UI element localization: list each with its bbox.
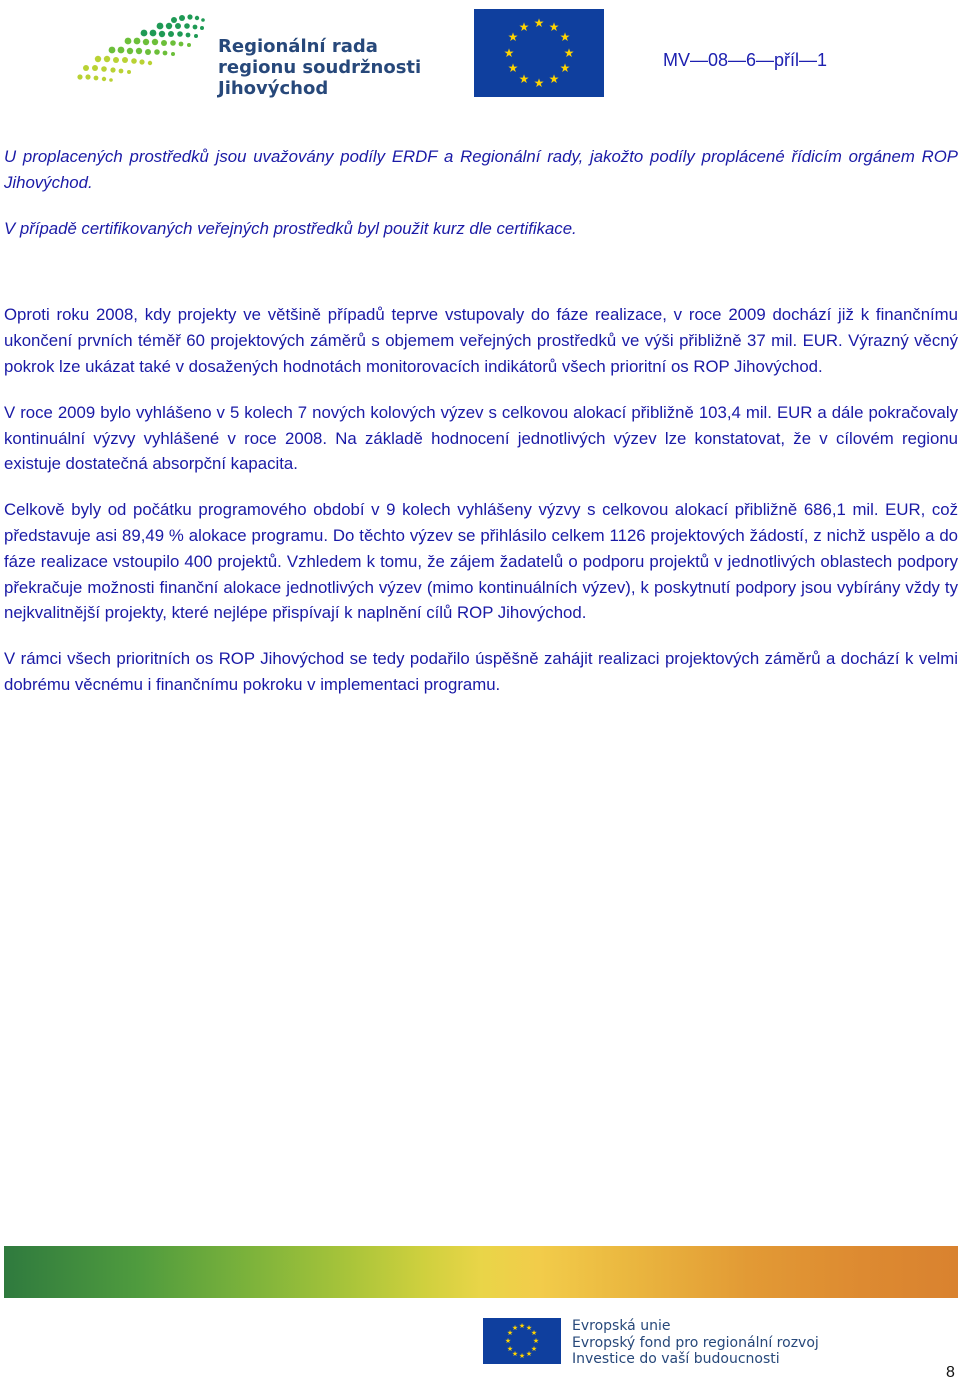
svg-text:★: ★ <box>518 72 530 86</box>
svg-text:★: ★ <box>533 16 545 30</box>
svg-text:★: ★ <box>563 46 575 60</box>
paragraph-erdf-note: U proplacených prostředků jsou uvažovány podíly ERDF a Regionální rady, jakožto podíly proplácené řídicím orgánem ROP Jihovýchod. <box>4 147 958 192</box>
logo-dots-graphic <box>76 12 216 92</box>
eu-caption-line-1: Evropská unie <box>572 1318 671 1334</box>
paragraph-conclusion: V rámci všech prioritních os ROP Jihovýchod se tedy podařilo úspěšně zahájit realizaci projektových záměrů a dochází k velmi dobrému věcnému i finančnímu pokroku v implementaci programu. <box>4 649 958 694</box>
paragraph-calls-2009: V roce 2009 bylo vyhlášeno v 5 kolech 7 nových kolových výzev s celkovou alokací přibližně 103,4 mil. EUR a dále pokračovaly kontinuální výzvy vyhlášené v roce 2008. Na základě hodnocení jednotlivých výzev lze konstatovat, že v cílovém regionu existuje dostatečná absorpční kapacita. <box>4 402 958 474</box>
svg-text:★: ★ <box>506 1345 514 1353</box>
logo-wordmark <box>218 36 421 99</box>
page-number: 8 <box>946 1364 955 1381</box>
paragraph-progress-2009: Oproti roku 2008, kdy projekty ve většině případů teprve vstupovaly do fáze realizace, v roce 2009 dochází již k finančnímu ukončení prvních téměř 60 projektových záměrů s objemem veřejných prostředků ve výši přibližně 37 mil. EUR. Výrazný věcný pokrok lze ukázat také v dosažených hodnotách monitorovacích indikátorů všech prioritní os ROP Jihovýchod. <box>4 305 958 376</box>
svg-text:★: ★ <box>559 61 571 75</box>
eu-caption-line-3: Investice do vaší budoucnosti <box>572 1351 780 1367</box>
svg-text:★: ★ <box>507 30 519 44</box>
svg-text:★: ★ <box>511 1324 519 1332</box>
regional-council-logo <box>76 8 422 104</box>
eu-fund-caption <box>572 1318 819 1368</box>
paragraph-certification-note: V případě certifikovaných veřejných prostředků byl použit kurz dle certifikace. <box>4 218 577 238</box>
logo-line-3: Jihovýchod <box>218 78 329 99</box>
eu-caption-line-2: Evropský fond pro regionální rozvoj <box>572 1334 819 1351</box>
svg-text:★: ★ <box>548 72 560 86</box>
logo-line-1: Regionální rada <box>218 36 378 57</box>
svg-text:★: ★ <box>525 1350 533 1358</box>
eu-flag-footer-icon <box>483 1318 561 1364</box>
svg-text:★: ★ <box>548 20 560 34</box>
svg-text:★: ★ <box>530 1329 538 1337</box>
svg-text:★: ★ <box>530 1345 538 1353</box>
svg-text:★: ★ <box>518 1322 526 1330</box>
svg-text:★: ★ <box>533 76 545 90</box>
svg-text:★: ★ <box>532 1337 540 1345</box>
svg-text:★: ★ <box>507 61 519 75</box>
logo-line-2: regionu soudržnosti <box>218 57 422 78</box>
svg-text:★: ★ <box>518 20 530 34</box>
svg-text:★: ★ <box>511 1350 519 1358</box>
paragraph-overall-calls: Celkově byly od počátku programového období v 9 kolech vyhlášeny výzvy s celkovou alokací přibližně 686,1 mil. EUR, což představuje asi 89,49 % alokace programu. Do těchto výzev se přihlásilo celkem 1126 projektových žádostí, z nichž uspělo a do fáze realizace vstoupilo 400 projektů. Vzhledem k tomu, že zájem žadatelů o podporu projektů v jednotlivých oblastech podpory překračuje možnosti finanční alokace jednotlivých výzev (mimo kontinuálních výzev), k poskytnutí podpory jsou vybírány vždy ty nejkvalitnější projekty, které nejlépe přispívají k naplnění cílů ROP Jihovýchod. <box>4 500 958 623</box>
footer-color-band <box>4 1246 958 1298</box>
svg-text:★: ★ <box>506 1329 514 1337</box>
svg-text:★: ★ <box>525 1324 533 1332</box>
svg-text:★: ★ <box>503 46 515 60</box>
svg-text:★: ★ <box>504 1337 512 1345</box>
eu-flag-icon <box>474 9 604 97</box>
svg-text:★: ★ <box>559 30 571 44</box>
svg-text:★: ★ <box>518 1352 526 1360</box>
document-body <box>4 144 958 698</box>
document-reference: MV—08—6—příl—1 <box>663 50 828 70</box>
